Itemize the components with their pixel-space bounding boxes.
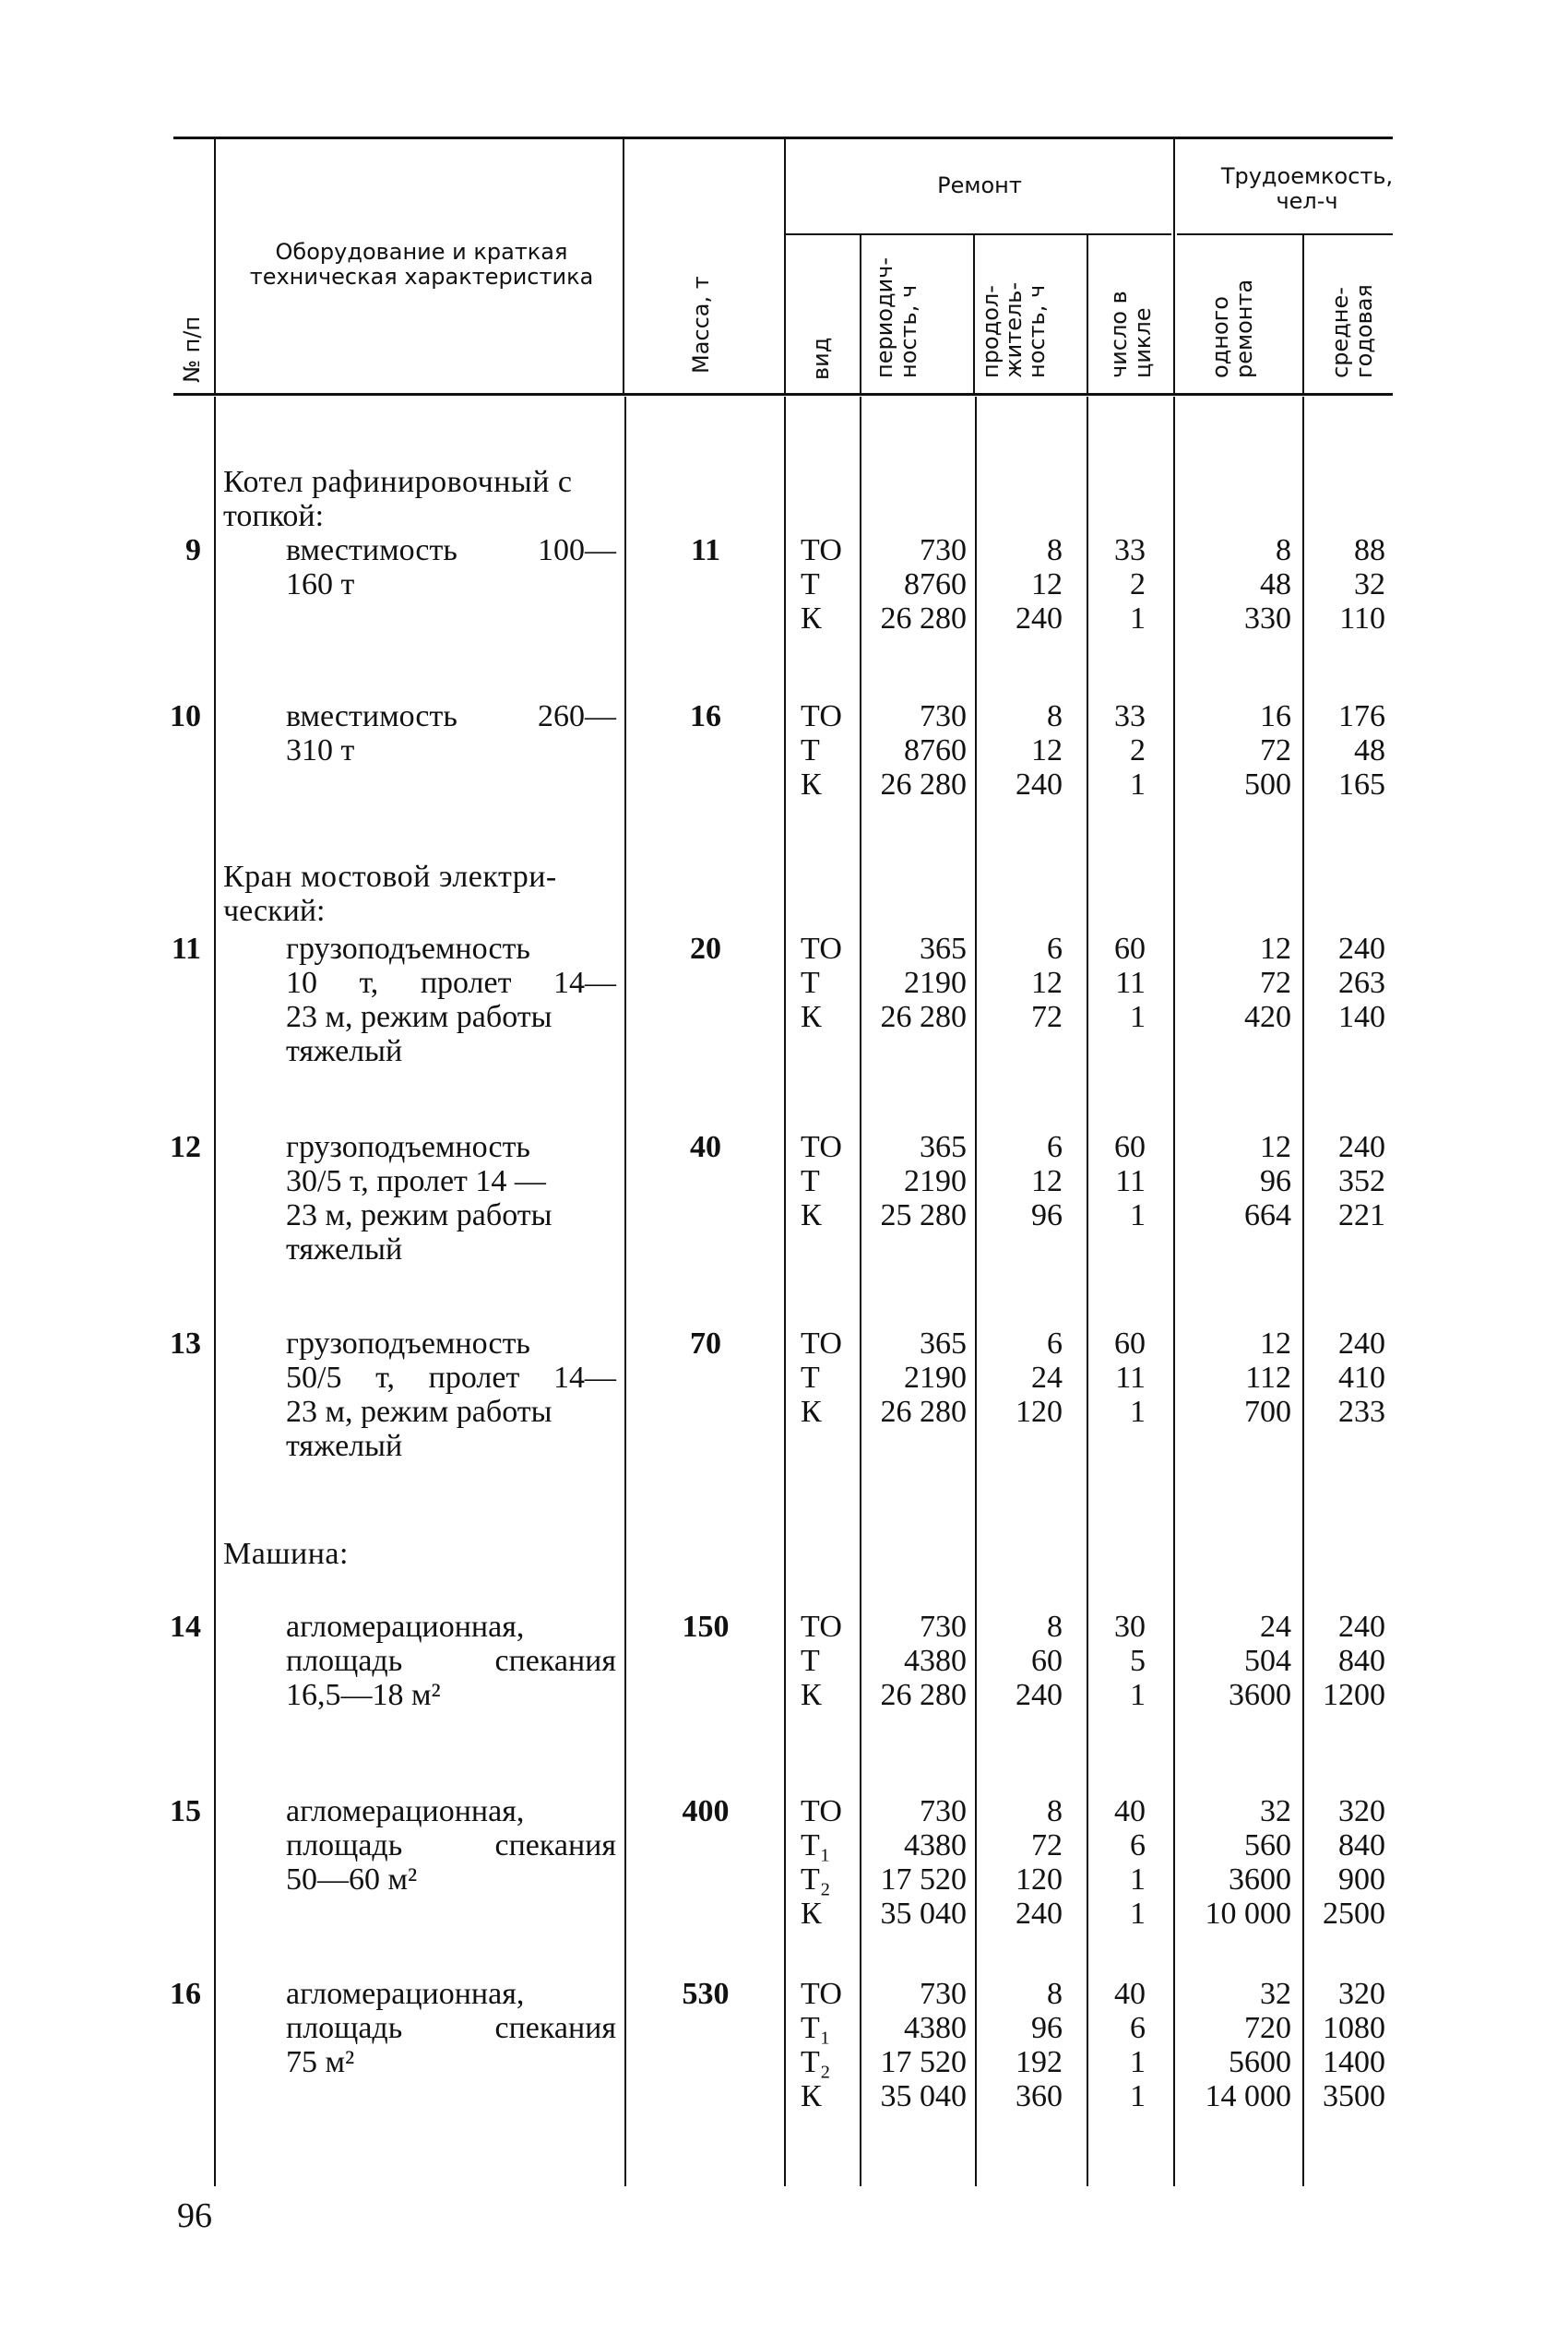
cycle-count-value: 1 [1130, 1862, 1146, 1897]
labor-annual-value: 1200 [1323, 1678, 1385, 1712]
labor-one-value: 700 [1244, 1395, 1291, 1429]
duration-value: 60 [1031, 1644, 1063, 1678]
header-one: одного ремонта [1207, 279, 1257, 378]
repair-type: К [801, 2079, 822, 2113]
duration-value: 72 [1031, 1828, 1063, 1862]
repair-type: Т₂ [801, 1862, 831, 1897]
periodicity-value: 2190 [904, 1164, 967, 1198]
repair-type: ТО [801, 533, 842, 567]
cycle-count-value: 1 [1130, 1198, 1146, 1232]
row-number: 10 [170, 699, 201, 733]
repair-type: Т₁ [801, 1828, 831, 1862]
periodicity-value: 365 [920, 1327, 967, 1361]
labor-annual-value: 88 [1354, 533, 1385, 567]
description-line [286, 699, 616, 733]
labor-annual-value: 221 [1338, 1198, 1385, 1232]
description-word: 23 м, режим работы [286, 1198, 552, 1232]
repair-type: Т [801, 1164, 820, 1198]
group-heading [223, 465, 615, 533]
duration-value: 12 [1031, 966, 1063, 1000]
header-period: периодич- ность, ч [872, 256, 921, 378]
group-heading [223, 860, 615, 928]
repair-type: К [801, 1198, 822, 1232]
duration-value: 6 [1047, 1130, 1063, 1164]
cycle-count-value: 1 [1130, 601, 1146, 636]
labor-one-value: 560 [1244, 1828, 1291, 1862]
labor-annual-value: 110 [1339, 601, 1385, 636]
page-number: 96 [177, 2196, 212, 2235]
description-line [286, 966, 616, 1000]
description-word: площадь [286, 2011, 403, 2045]
mass-value: 150 [682, 1610, 730, 1644]
labor-annual-value: 240 [1338, 1327, 1385, 1361]
mass-value: 530 [682, 1977, 730, 2011]
repair-type: К [801, 1000, 822, 1034]
row-number: 9 [185, 533, 201, 567]
mass-value: 40 [690, 1130, 721, 1164]
periodicity-value: 26 280 [880, 1000, 967, 1034]
periodicity-value: 2190 [904, 1361, 967, 1395]
description-line [286, 533, 616, 567]
header-no: № п/п [179, 315, 205, 383]
body-col-rule [975, 397, 977, 2186]
labor-one-value: 32 [1260, 1977, 1291, 2011]
labor-one-value: 3600 [1229, 1862, 1291, 1897]
cycle-count-value: 11 [1115, 966, 1146, 1000]
labor-one-value: 96 [1260, 1164, 1291, 1198]
labor-one-value: 12 [1260, 932, 1291, 966]
labor-one-value: 24 [1260, 1610, 1291, 1644]
description-word: тяжелый [286, 1034, 403, 1068]
labor-annual-value: 1400 [1323, 2045, 1385, 2079]
cycle-count-value: 40 [1114, 1794, 1146, 1828]
header-equipment: Оборудование и краткая техническая характеристика [249, 239, 594, 290]
description-word: 23 м, режим работы [286, 1000, 552, 1034]
equipment-description [286, 1977, 616, 2079]
labor-annual-value: 840 [1338, 1828, 1385, 1862]
description-word: грузоподъемность [286, 1130, 530, 1164]
duration-value: 120 [1016, 1862, 1063, 1897]
repair-type: Т₁ [801, 2011, 831, 2045]
repair-type: К [801, 1897, 822, 1931]
equipment-description [286, 1130, 616, 1267]
repair-subheader-rule [786, 233, 1171, 235]
body-col-rule [214, 397, 216, 2186]
duration-value: 360 [1016, 2079, 1063, 2113]
description-word: 160 т [286, 567, 355, 601]
body-col-rule [1087, 397, 1088, 2186]
row-number: 16 [170, 1977, 201, 2011]
group-heading-line: Котел рафинировочный с [223, 465, 573, 499]
header-col-rule [1302, 235, 1304, 393]
header-col-rule [973, 235, 975, 393]
header-col-rule [860, 235, 861, 393]
description-line [286, 1794, 616, 1828]
equipment-description [286, 533, 616, 601]
equipment-description [286, 1327, 616, 1463]
header-col-rule [214, 138, 216, 393]
labor-annual-value: 176 [1338, 699, 1385, 733]
description-word: 14— [552, 966, 616, 1000]
labor-annual-value: 233 [1338, 1395, 1385, 1429]
description-word: агломерационная, [286, 1610, 525, 1644]
cycle-count-value: 1 [1130, 2079, 1146, 2113]
labor-annual-value: 320 [1338, 1794, 1385, 1828]
description-line [286, 1977, 616, 2011]
header-duration: продол- житель- ность, ч [978, 281, 1050, 378]
periodicity-value: 26 280 [880, 1395, 967, 1429]
cycle-count-value: 33 [1114, 699, 1146, 733]
repair-type: ТО [801, 1794, 842, 1828]
header-mass: Масса, т [688, 276, 714, 374]
mass-value: 70 [690, 1327, 721, 1361]
description-word: т, [375, 1361, 395, 1395]
duration-value: 96 [1031, 1198, 1063, 1232]
duration-value: 24 [1031, 1361, 1063, 1395]
labor-annual-value: 48 [1354, 733, 1385, 767]
description-line [286, 1644, 616, 1678]
description-word: 23 м, режим работы [286, 1395, 552, 1429]
repair-type: ТО [801, 1327, 842, 1361]
periodicity-value: 35 040 [880, 2079, 967, 2113]
periodicity-value: 365 [920, 1130, 967, 1164]
periodicity-value: 4380 [904, 2011, 967, 2045]
cycle-count-value: 60 [1114, 932, 1146, 966]
description-word: пролет [420, 966, 512, 1000]
labor-one-value: 12 [1260, 1327, 1291, 1361]
repair-type: Т [801, 733, 820, 767]
description-word: 10 [286, 966, 317, 1000]
periodicity-value: 2190 [904, 966, 967, 1000]
repair-type: К [801, 1678, 822, 1712]
duration-value: 240 [1016, 767, 1063, 802]
duration-value: 12 [1031, 733, 1063, 767]
cycle-count-value: 30 [1114, 1610, 1146, 1644]
repair-type: К [801, 767, 822, 802]
row-number: 13 [170, 1327, 201, 1361]
description-word: 75 м² [286, 2045, 355, 2079]
duration-value: 240 [1016, 1678, 1063, 1712]
description-line [286, 1327, 616, 1361]
repair-type: К [801, 601, 822, 636]
description-word: 50/5 [286, 1361, 342, 1395]
description-word: грузоподъемность [286, 1327, 530, 1361]
description-line [286, 932, 616, 966]
cycle-count-value: 33 [1114, 533, 1146, 567]
equipment-description [286, 699, 616, 767]
header-repair: Ремонт [937, 173, 1022, 198]
header-type: вид [808, 337, 834, 380]
duration-value: 8 [1047, 533, 1063, 567]
periodicity-value: 26 280 [880, 767, 967, 802]
periodicity-value: 8760 [904, 567, 967, 601]
group-heading [223, 1537, 615, 1571]
header-bottom-rule [173, 393, 1393, 396]
labor-one-value: 420 [1244, 1000, 1291, 1034]
row-number: 15 [170, 1794, 201, 1828]
description-word: вместимость [286, 699, 457, 733]
cycle-count-value: 11 [1115, 1361, 1146, 1395]
description-line [286, 1429, 616, 1463]
header-col-rule [1173, 138, 1175, 393]
header-count: число в цикле [1106, 291, 1156, 378]
repair-type: Т [801, 966, 820, 1000]
labor-annual-value: 320 [1338, 1977, 1385, 2011]
header-col-rule [1087, 235, 1088, 393]
duration-value: 240 [1016, 601, 1063, 636]
duration-value: 6 [1047, 932, 1063, 966]
duration-value: 8 [1047, 1794, 1063, 1828]
labor-annual-value: 410 [1338, 1361, 1385, 1395]
row-number: 12 [170, 1130, 201, 1164]
group-heading-line: Кран мостовой электри- [223, 860, 557, 894]
cycle-count-value: 11 [1115, 1164, 1146, 1198]
description-line [286, 1232, 616, 1267]
description-line [286, 1034, 616, 1068]
description-line [286, 1198, 616, 1232]
labor-one-value: 72 [1260, 733, 1291, 767]
description-word: 16,5—18 м² [286, 1678, 441, 1712]
labor-one-value: 14 000 [1205, 2079, 1291, 2113]
repair-type: Т [801, 1361, 820, 1395]
labor-one-value: 8 [1276, 533, 1291, 567]
labor-one-value: 32 [1260, 1794, 1291, 1828]
cycle-count-value: 2 [1130, 733, 1146, 767]
body-col-rule [1173, 397, 1175, 2186]
periodicity-value: 730 [920, 699, 967, 733]
periodicity-value: 17 520 [880, 1862, 967, 1897]
equipment-description [286, 932, 616, 1068]
description-word: тяжелый [286, 1429, 403, 1463]
description-word: 50—60 м² [286, 1862, 418, 1897]
duration-value: 120 [1016, 1395, 1063, 1429]
periodicity-value: 17 520 [880, 2045, 967, 2079]
duration-value: 96 [1031, 2011, 1063, 2045]
description-word: 310 т [286, 733, 355, 767]
repair-type: К [801, 1395, 822, 1429]
labor-annual-value: 2500 [1323, 1897, 1385, 1931]
labor-annual-value: 352 [1338, 1164, 1385, 1198]
labor-one-value: 5600 [1229, 2045, 1291, 2079]
body-col-rule [860, 397, 861, 2186]
periodicity-value: 26 280 [880, 601, 967, 636]
labor-annual-value: 3500 [1323, 2079, 1385, 2113]
duration-value: 8 [1047, 1977, 1063, 2011]
description-word: 14— [553, 1361, 616, 1395]
group-heading-line: топкой: [223, 499, 325, 533]
duration-value: 12 [1031, 567, 1063, 601]
body-col-rule [624, 397, 626, 2186]
labor-one-value: 10 000 [1205, 1897, 1291, 1931]
duration-value: 240 [1016, 1897, 1063, 1931]
description-word: 100— [538, 533, 616, 567]
cycle-count-value: 1 [1130, 1395, 1146, 1429]
labor-one-value: 112 [1245, 1361, 1291, 1395]
repair-type: ТО [801, 1130, 842, 1164]
labor-annual-value: 240 [1338, 1130, 1385, 1164]
periodicity-value: 4380 [904, 1828, 967, 1862]
labor-annual-value: 900 [1338, 1862, 1385, 1897]
repair-type: Т₂ [801, 2045, 831, 2079]
cycle-count-value: 60 [1114, 1327, 1146, 1361]
cycle-count-value: 1 [1130, 1897, 1146, 1931]
description-word: спекания [494, 1644, 616, 1678]
cycle-count-value: 1 [1130, 1000, 1146, 1034]
duration-value: 6 [1047, 1327, 1063, 1361]
periodicity-value: 4380 [904, 1644, 967, 1678]
labor-one-value: 48 [1260, 567, 1291, 601]
repair-type: ТО [801, 699, 842, 733]
description-line [286, 1000, 616, 1034]
row-number: 11 [171, 932, 201, 966]
description-word: т, [359, 966, 379, 1000]
duration-value: 8 [1047, 699, 1063, 733]
description-word: вместимость [286, 533, 457, 567]
repair-type: Т [801, 1644, 820, 1678]
group-heading-line: Машина: [223, 1537, 349, 1571]
description-line [286, 1610, 616, 1644]
cycle-count-value: 2 [1130, 567, 1146, 601]
description-line [286, 2011, 616, 2045]
description-word: тяжелый [286, 1232, 403, 1267]
mass-value: 11 [690, 533, 721, 567]
description-line [286, 567, 616, 601]
labor-annual-value: 240 [1338, 1610, 1385, 1644]
labor-annual-value: 840 [1338, 1644, 1385, 1678]
header-annual: средне- годовая [1327, 284, 1377, 378]
mass-value: 400 [682, 1794, 730, 1828]
description-word: площадь [286, 1828, 403, 1862]
labor-annual-value: 140 [1338, 1000, 1385, 1034]
description-line [286, 1678, 616, 1712]
repair-type: ТО [801, 932, 842, 966]
labor-subheader-rule [1177, 233, 1393, 235]
cycle-count-value: 6 [1130, 2011, 1146, 2045]
duration-value: 192 [1016, 2045, 1063, 2079]
labor-annual-value: 240 [1338, 932, 1385, 966]
description-line [286, 1828, 616, 1862]
cycle-count-value: 1 [1130, 767, 1146, 802]
description-word: пролет [428, 1361, 520, 1395]
duration-value: 12 [1031, 1164, 1063, 1198]
labor-one-value: 72 [1260, 966, 1291, 1000]
table-top-rule [173, 137, 1393, 139]
labor-annual-value: 165 [1338, 767, 1385, 802]
description-word: спекания [494, 2011, 616, 2045]
description-word: 30/5 т, пролет 14 — [286, 1164, 546, 1198]
body-col-rule [784, 397, 786, 2186]
periodicity-value: 730 [920, 1610, 967, 1644]
description-line [286, 1164, 616, 1198]
description-word: грузоподъемность [286, 932, 530, 966]
description-word: площадь [286, 1644, 403, 1678]
description-line [286, 2045, 616, 2079]
periodicity-value: 26 280 [880, 1678, 967, 1712]
labor-one-value: 3600 [1229, 1678, 1291, 1712]
cycle-count-value: 1 [1130, 1678, 1146, 1712]
periodicity-value: 25 280 [880, 1198, 967, 1232]
labor-one-value: 500 [1244, 767, 1291, 802]
periodicity-value: 730 [920, 1794, 967, 1828]
periodicity-value: 365 [920, 932, 967, 966]
labor-one-value: 720 [1244, 2011, 1291, 2045]
description-word: 260— [538, 699, 616, 733]
labor-annual-value: 32 [1354, 567, 1385, 601]
cycle-count-value: 1 [1130, 2045, 1146, 2079]
group-heading-line: ческий: [223, 894, 326, 928]
repair-type: Т [801, 567, 820, 601]
equipment-description [286, 1794, 616, 1897]
periodicity-value: 730 [920, 533, 967, 567]
header-labor: Трудоемкость, чел-ч [1220, 163, 1394, 214]
equipment-description [286, 1610, 616, 1712]
description-line [286, 1130, 616, 1164]
periodicity-value: 35 040 [880, 1897, 967, 1931]
mass-value: 20 [690, 932, 721, 966]
cycle-count-value: 40 [1114, 1977, 1146, 2011]
labor-one-value: 504 [1244, 1644, 1291, 1678]
cycle-count-value: 6 [1130, 1828, 1146, 1862]
labor-one-value: 664 [1244, 1198, 1291, 1232]
duration-value: 72 [1031, 1000, 1063, 1034]
description-line [286, 1361, 616, 1395]
description-line [286, 733, 616, 767]
cycle-count-value: 60 [1114, 1130, 1146, 1164]
description-line [286, 1862, 616, 1897]
duration-value: 8 [1047, 1610, 1063, 1644]
description-word: агломерационная, [286, 1977, 525, 2011]
labor-one-value: 330 [1244, 601, 1291, 636]
labor-one-value: 16 [1260, 699, 1291, 733]
cycle-count-value: 5 [1130, 1644, 1146, 1678]
labor-one-value: 12 [1260, 1130, 1291, 1164]
periodicity-value: 730 [920, 1977, 967, 2011]
labor-annual-value: 1080 [1323, 2011, 1385, 2045]
repair-type: ТО [801, 1610, 842, 1644]
description-word: агломерационная, [286, 1794, 525, 1828]
labor-annual-value: 263 [1338, 966, 1385, 1000]
mass-value: 16 [690, 699, 721, 733]
description-word: спекания [494, 1828, 616, 1862]
periodicity-value: 8760 [904, 733, 967, 767]
row-number: 14 [170, 1610, 201, 1644]
header-col-rule [623, 138, 624, 393]
description-line [286, 1395, 616, 1429]
repair-type: ТО [801, 1977, 842, 2011]
